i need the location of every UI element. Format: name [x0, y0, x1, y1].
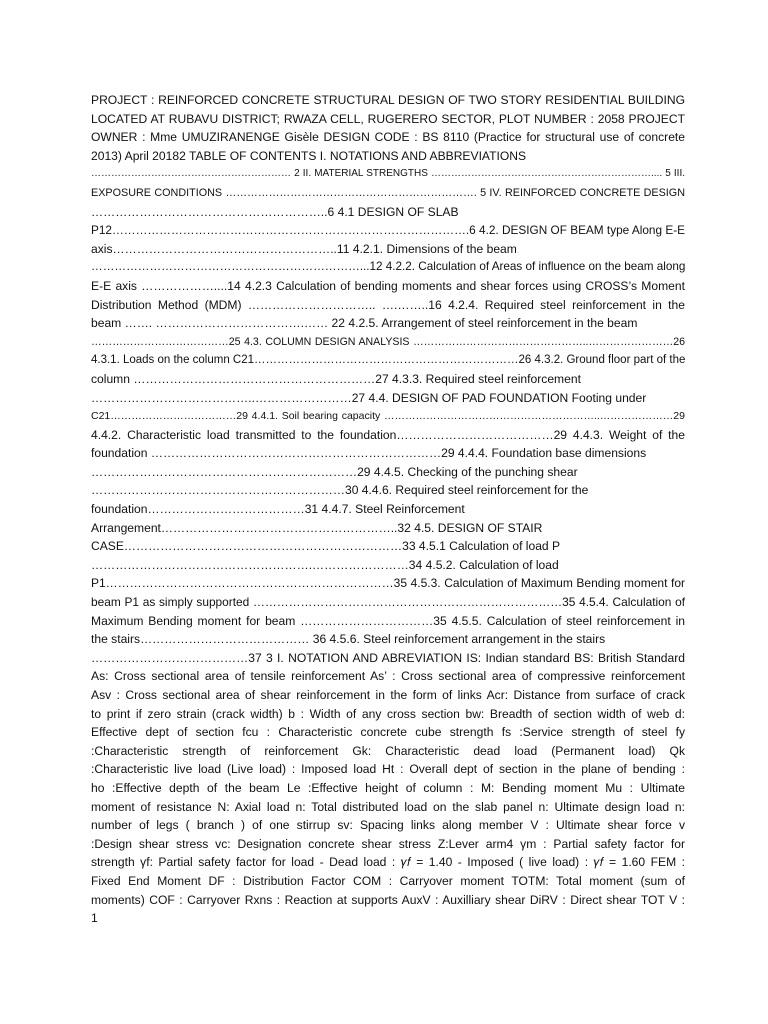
text-line: strength γf: Partial safety factor for load - Dead load : 𝛾𝑓 = 1.40 - Imposed ( live load) : 𝛾𝑓 = 1.60 FEM :: [91, 855, 685, 870]
text-line: PROJECT : REINFORCED CONCRETE STRUCTURAL DESIGN OF TWO STORY RESIDENTIAL BUILDING: [91, 93, 685, 107]
text-line: :Characteristic strength of reinforcement Gk: Characteristic dead load (Permanent load) Qk: [91, 743, 685, 758]
text-line: number of legs ( branch ) of one stirrup sv: Spacing links along member V : Ultimate shear force v: [91, 818, 685, 833]
text-line: axis………………………………………………..11 4.2.1. Dimensions of the beam: [91, 241, 517, 256]
text-line: …………………………………………………..6 4.1 DESIGN OF SLAB: [91, 204, 459, 219]
document-body: [91, 91, 685, 928]
text-line: :Design shear stress vc: Designation concrete shear stress Z:Lever arm4 γm : Partial safety factor for: [91, 836, 685, 851]
text-line: EXPOSURE CONDITIONS ……………………………………………………………. 5 IV. REINFORCED CONCRETE DESIGN: [91, 186, 685, 199]
text-line: E-E axis ………………....14 4.2.3 Calculation of bending moments and shear forces using CROSS’s Moment: [91, 278, 685, 293]
text-line: LOCATED AT RUBAVU DISTRICT; RWAZA CELL, RUGERERO SECTOR, PLOT NUMBER : 2058 PROJECT: [91, 111, 685, 126]
text-line: the stairs…………………………………… 36 4.5.6. Steel reinforcement arrangement in the stairs: [91, 632, 606, 647]
text-line: OWNER : Mme UMUZIRANENGE Gisèle DESIGN CODE : BS 8110 (Practice for structural use of concrete: [91, 130, 685, 145]
text-line: :Characteristic live load (Live load) : Imposed load Ht : Overall dept of section in the plane of bending :: [91, 762, 685, 777]
text-line: …………………………………37 3 I. NOTATION AND ABREVIATION IS: Indian standard BS: British Standard: [91, 650, 685, 665]
text-line: …………………………………………………… 2 II. MATERIAL STRENGTHS ………………………………………………………….... 5 III.: [91, 168, 685, 180]
text-line: P1………………………………………………………………35 4.5.3. Calculation of Maximum Bending moment for: [91, 576, 685, 591]
text-line: Effective dept of section fcu : Characteristic concrete cube strength fs :Service strength of steel fy: [91, 725, 685, 740]
text-line: …………………………………..……………………27 4.4. DESIGN OF PAD FOUNDATION Footing under: [91, 390, 647, 405]
page-number: 1: [91, 911, 98, 926]
text-line: foundation ………………………………………………………………29 4.4.4. Foundation base dimensions: [91, 446, 647, 461]
text-line: ho :Effective depth of the beam Le :Effective height of column : M: Bending moment Mu : Ultimate: [91, 780, 685, 795]
text-line: As: Cross sectional area of tensile reinforcement As’ : Cross sectional area of compressive reinforcement: [91, 669, 685, 684]
text-line: foundation…………………………………31 4.4.7. Steel Reinforcement: [91, 502, 465, 517]
text-line: moments) COF : Carryover Rxns : Reaction at supports AuxV : Auxilliary shear DiRV : Direct shear TOT V :: [91, 892, 685, 907]
text-line: Fixed End Moment DF : Distribution Factor COM : Carryover moment TOTM: Total moment (sum of: [91, 873, 685, 888]
text-line: beam P1 as simply supported ……………………………………………………………………35 4.5.4. Calculation of: [91, 595, 685, 610]
text-line: beam ……. ……………………………….…… 22 4.2.5. Arrangement of steel reinforcement in the beam: [91, 316, 638, 331]
text-line: ……………………………………………………………...12 4.2.2. Calculation of Areas of influence on the beam along: [91, 260, 685, 274]
text-line: column ……………………………………………………27 4.3.3. Required steel reinforcement: [91, 371, 581, 386]
text-line: moment of resistance N: Axial load n: Total distributed load on the slab panel n: Ultimate design load n:: [91, 799, 685, 814]
text-line: CASE……………………………………………………………33 4.5.1 Calculation of load P: [91, 539, 561, 554]
text-line: Asv : Cross sectional area of shear reinforcement in the form of links Acr: Distance from surface of crack: [91, 688, 685, 702]
text-line: 4.4.2. Characteristic load transmitted to the foundation…………………………………29 4.4.3. Weight of the: [91, 427, 685, 442]
text-line: …………………………………………………………29 4.4.5. Checking of the punching shear: [91, 464, 578, 479]
text-line: …………………………………25 4.3. COLUMN DESIGN ANALYSIS …………………………………………..……………………26: [91, 335, 685, 348]
text-line: ………………………………………………………30 4.4.6. Required steel reinforcement for the: [91, 483, 589, 498]
text-line: ……………………………………………….……………………34 4.5.2. Calculation of load: [91, 557, 559, 572]
text-line: Arrangement…………………………………………………..32 4.5. DESIGN OF STAIR: [91, 520, 543, 535]
text-line: Maximum Bending moment for beam ……………………………35 4.5.5. Calculation of steel reinforcement in: [91, 613, 685, 628]
text-line: 2013) April 20182 TABLE OF CONTENTS I. NOTATIONS AND ABBREVIATIONS: [91, 148, 527, 163]
text-line: Distribution Method (MDM) ………………………….. ….……..16 4.2.4. Required steel reinforcement in the: [91, 297, 685, 312]
text-line: C21………………………………29 4.4.1. Soil bearing capacity ……………………………………………………..…………………29: [91, 410, 685, 423]
text-line: to print if zero strain (crack width) b : Width of any cross section bw: Breadth of section width of web d:: [91, 706, 685, 721]
text-line: P12……………………………………………………………………………….6 4.2. DESIGN OF BEAM type Along E-E: [91, 223, 685, 238]
text-line: 4.3.1. Loads on the column C21……………………………………………………………26 4.3.2. Ground floor part of the: [91, 354, 685, 367]
